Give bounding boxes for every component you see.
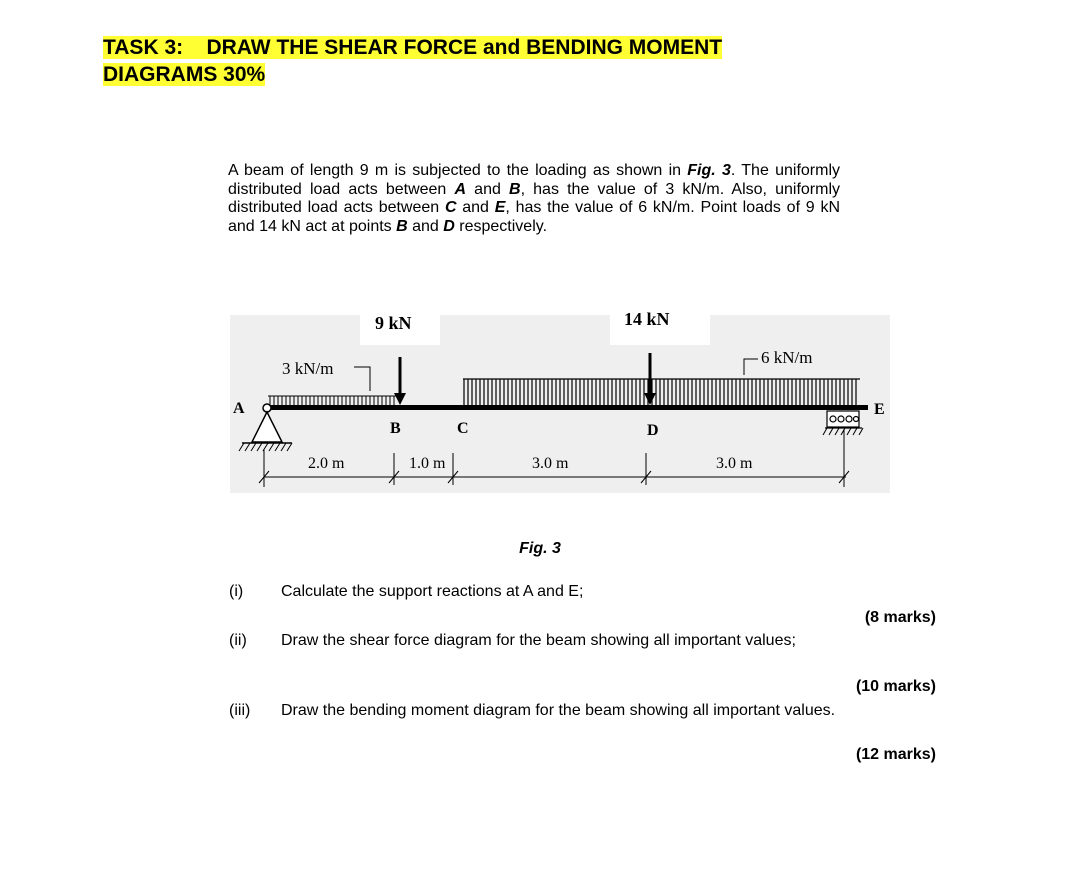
question-1-text: Calculate the support reactions at A and E; (281, 583, 584, 600)
dim-1m: 1.0 m (409, 455, 446, 472)
intro-text-4: , has the value of 3 kN/m. Also, uniformly distributed load acts between (228, 180, 841, 216)
task-heading-line1: TASK 3: DRAW THE SHEAR FORCE and BENDING MOMENT (103, 36, 723, 59)
label-9kn: 9 kN (375, 313, 412, 333)
point-c-ref: C (444, 199, 457, 216)
intro-text-7: and (407, 217, 444, 235)
intro-text-6: , has the value of 6 kN/m. Point loads of 9 kN and 14 kN act at points (228, 199, 840, 235)
task-heading-line2: DIAGRAMS 30% (103, 63, 266, 86)
label-point-a: A (233, 400, 245, 417)
question-3-number: (iii) (229, 702, 251, 719)
point-b-ref: B (509, 180, 521, 198)
label-point-b: B (390, 420, 401, 437)
intro-text-3: and (466, 180, 510, 198)
intro-text-2: . The uniformly distributed load acts between (228, 162, 841, 198)
dim-3m-de: 3.0 m (716, 455, 753, 472)
dim-2m: 2.0 m (308, 455, 345, 472)
beam-diagram (230, 305, 890, 495)
label-14kn: 14 kN (624, 309, 670, 329)
intro-text-1: A beam of length 9 m is subjected to the loading as shown in (228, 162, 688, 179)
point-d-ref: D (443, 217, 455, 235)
question-1-marks: (8 marks) (864, 609, 936, 626)
fig-reference: Fig. 3 (687, 162, 731, 179)
label-3kn-m: 3 kN/m (282, 359, 334, 378)
question-2 (229, 632, 849, 672)
question-3-text: Draw the bending moment diagram for the beam showing all important values. (281, 702, 836, 719)
label-6kn-m: 6 kN/m (761, 348, 813, 367)
beam-figure (230, 305, 890, 500)
point-e-ref: E (494, 199, 506, 216)
figure-caption: Fig. 3 (519, 540, 561, 557)
task-heading (103, 34, 722, 88)
label-point-c: C (457, 420, 469, 437)
question-2-marks: (10 marks) (855, 678, 936, 695)
question-2-text: Draw the shear force diagram for the beam showing all important values; (281, 632, 796, 649)
intro-text-5: and (456, 199, 495, 216)
question-3 (229, 702, 849, 742)
label-point-d: D (647, 422, 659, 439)
question-3-marks: (12 marks) (855, 746, 936, 763)
problem-statement (228, 162, 840, 236)
point-a-ref: A (454, 180, 467, 198)
question-1 (229, 583, 849, 623)
point-b-ref-2: B (396, 217, 408, 235)
beam (266, 405, 868, 410)
question-1-number: (i) (229, 583, 244, 600)
dim-3m-cd: 3.0 m (532, 455, 569, 472)
label-point-e: E (874, 401, 885, 418)
question-2-number: (ii) (229, 632, 247, 649)
intro-text-8: respectively. (454, 217, 548, 235)
